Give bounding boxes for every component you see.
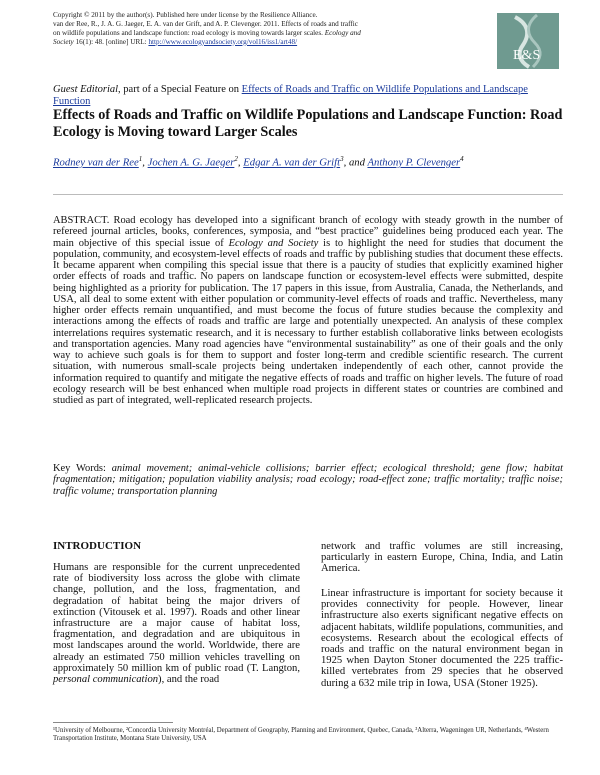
author-affiliation-marker: 4	[460, 155, 464, 163]
copyright-line: Copyright © 2011 by the author(s). Published here under license by the Resilience Alliance.	[53, 11, 318, 19]
intro-column-left: Humans are responsible for the current unprecedented rate of biodiversity loss across the globe with climate change, pollution, and the loss, fragmentation, and degradation of habitat being the major drivers of extinction (Vitousek et al. 1997). Roads and other linear infrastructure are a major cause of habitat loss, fragmentation, and degradation and are ubiquitous in most landscapes around the world. Worldwide, there are already an estimated 750 million vehicles travelling on approximately 50 million km of public road (T. Langton, personal communication), and the road	[53, 562, 300, 686]
keywords	[53, 463, 563, 497]
article-title: Effects of Roads and Traffic on Wildlife Populations and Landscape Function: Road Ecology is Moving toward Larger Scales	[53, 107, 563, 140]
footnote-divider	[53, 722, 173, 723]
citation-line-3: Society 16(1): 48. [online] URL: http://www.ecologyandsociety.org/vol16/iss1/art48/	[53, 37, 298, 46]
author-link[interactable]: Edgar A. van der Grift	[243, 156, 341, 169]
intro-column-right-para2: Linear infrastructure is important for society because it provides connectivity for people. However, linear infrastructure also exerts significant negative effects on adjacent habitats, wildlife populations, communities, and ecosystems. Research about the ecological effects of roads and traffic on the natural environment began in 1925 when Dayton Stoner documented the 225 traffic-killed vertebrates from 29 species that he observed during a 632 mile trip in Iowa, USA (Stoner 1925).	[321, 588, 563, 689]
author-affiliation-marker: 1	[138, 155, 143, 163]
author-link[interactable]: Jochen A. G. Jaeger	[147, 156, 235, 169]
special-feature-link[interactable]: Effects of Roads and Traffic on Wildlife Populations and Landscape Function	[53, 84, 528, 107]
header-divider	[53, 194, 563, 195]
editorial-note	[53, 84, 563, 108]
editorial-label: Guest Editorial	[53, 84, 119, 95]
affiliations-footnote: ¹University of Melbourne, ²Concordia University Montréal, Department of Geography, Planning and Environment, Quebec, Canada, ³Alterra, Wageningen UR, Netherlands, ⁴Western Transportation Institute, Montana State University, USA	[53, 727, 549, 742]
intro-column-right-para1: network and traffic volumes are still increasing, particularly in eastern Europe, China, India, and Latin America.	[321, 541, 563, 575]
copyright-notice	[53, 11, 573, 47]
ecology-society-logo	[497, 13, 559, 69]
citation-line: van der Ree, R., J. A. G. Jaeger, E. A. van der Grift, and A. P. Clevenger. 2011. Effects of roads and traffic	[53, 19, 358, 28]
citation-line-2: on wildlife populations and landscape function: road ecology is moving towards larger scales. Ecology and	[53, 28, 361, 37]
keywords-label: Key Words:	[53, 463, 112, 474]
author-list: Rodney van der Ree$^1$, Jochen A. G. Jaeger$^2$, Edgar A. van der Grift$^3$, and Anthony P. Clevenger$^4$	[53, 155, 464, 169]
section-heading-introduction: INTRODUCTION	[53, 540, 142, 552]
author-affiliation-marker: 2	[234, 155, 238, 163]
article-url-link[interactable]: http://www.ecologyandsociety.org/vol16/iss1/art48/	[148, 37, 298, 46]
editorial-partof: , part of a Special Feature on	[118, 84, 242, 95]
author-link[interactable]: Anthony P. Clevenger	[367, 156, 461, 169]
author-link[interactable]: Rodney van der Ree	[53, 156, 139, 169]
author-affiliation-marker: 3	[340, 155, 344, 163]
abstract: ABSTRACT. Road ecology has developed into a significant branch of ecology with steady growth in the number of refereed journal articles, books, conferences, symposia, and “best practice” guidelines being produced each year. The main objective of this special issue of Ecology and Society is to highlight the need for studies that document the population, community, and ecosystem-level effects of roads and traffic by publishing studies that document these effects. It became apparent when compiling this special issue that there is a paucity of studies that explicitly examined higher order effects of roads and traffic. No papers on landscape function or ecosystem-level effects were submitted, despite being highlighted as a priority for publication. The 17 papers in this issue, from Australia, Canada, the Netherlands, and USA, all deal to some extent with either population or community-level effects of roads and traffic. Nevertheless, many higher order effects remain unquantified, and must become the focus of future studies because the complexity and interactions among the effects of roads and traffic are large and potentially unexpected. An analysis of these complex interrelations requires systematic research, and it is necessary to further establish collaborative links between ecologists and transportation agencies. Many road agencies have “environmental sustainability” as one of their goals and the only way to achieve such goals is for them to support and foster long-term and credible scientific research. The current situation, with numerous small-scale projects being undertaken independently of each other, cannot provide the information required to quantify and mitigate the negative effects of roads and traffic on higher levels. The future of road ecology research will be best enhanced when multiple road projects in different states or countries are combined and studied as part of integrated, well-replicated research projects.	[53, 215, 563, 406]
logo-text: E&S	[513, 48, 541, 63]
keywords-list: animal movement; animal-vehicle collisions; barrier effect; ecological threshold; gene flow; habitat fragmentation; mitigation; population viability analysis; road ecology; road-effect zone; traffic mortality; traffic noise; traffic volume; transportation planning	[53, 463, 563, 497]
